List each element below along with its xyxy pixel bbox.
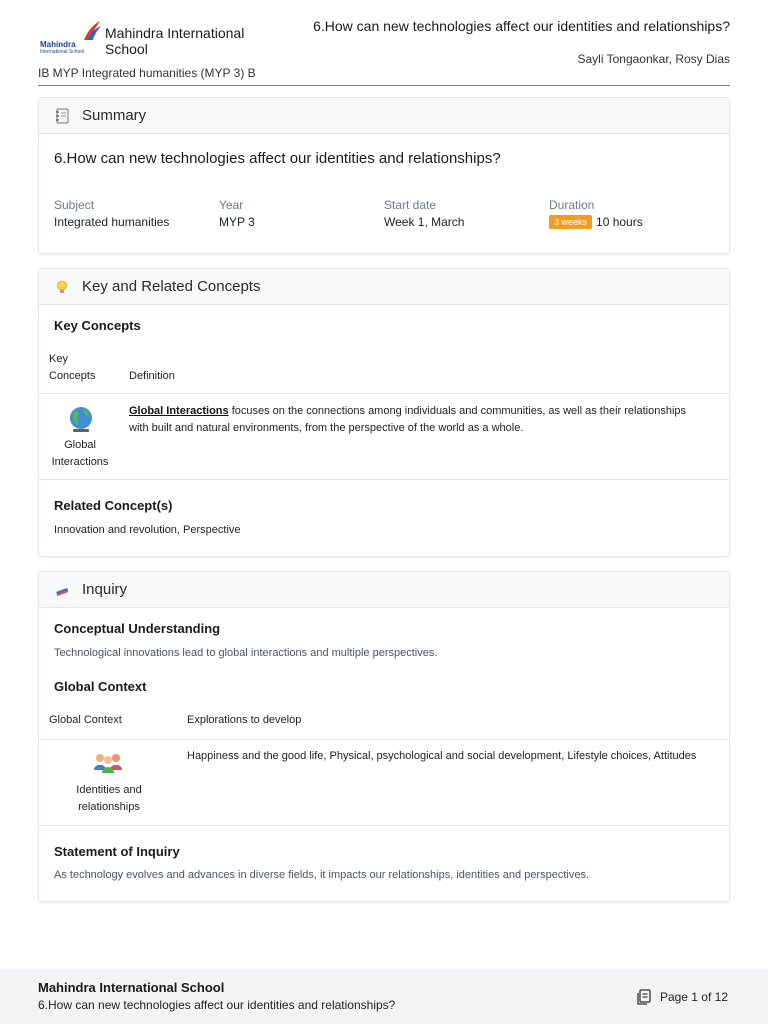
inquiry-header xyxy=(39,572,729,608)
table-divider xyxy=(39,825,729,826)
meta-start-date xyxy=(384,198,464,229)
gc-name-line1: Identities and xyxy=(76,784,142,796)
footer-title: 6.How can new technologies affect our identities and relationships? xyxy=(38,998,396,1012)
page-footer xyxy=(0,969,768,1024)
year-label: Year xyxy=(219,198,244,212)
authors: Sayli Tongaonkar, Rosy Dias xyxy=(577,52,730,66)
year-value: MYP 3 xyxy=(219,215,255,229)
summary-card xyxy=(38,97,730,254)
explorations-text: Happiness and the good life, Physical, psychological and social development, Lifestyle choices, Attitudes xyxy=(187,750,697,762)
global-context-name xyxy=(59,782,159,816)
subject-value: Integrated humanities xyxy=(54,215,170,229)
notebook-icon xyxy=(54,108,70,124)
concept-name-line1: Global xyxy=(64,439,96,451)
duration-badge: 3 weeks xyxy=(549,215,592,229)
programme-label: IB MYP Integrated humanities (MYP 3) B xyxy=(38,66,256,80)
lightbulb-icon xyxy=(54,279,70,295)
inquiry-title: Inquiry xyxy=(82,581,128,598)
page-indicator xyxy=(636,989,728,1005)
table-divider xyxy=(39,393,729,394)
related-concepts-value: Innovation and revolution, Perspective xyxy=(54,524,241,536)
summary-header xyxy=(39,98,729,134)
summary-question: 6.How can new technologies affect our identities and relationships? xyxy=(54,150,501,167)
global-interactions-link[interactable]: Global Interactions xyxy=(129,405,229,417)
meta-subject xyxy=(54,198,169,229)
subject-label: Subject xyxy=(54,198,95,212)
statement-of-inquiry-heading: Statement of Inquiry xyxy=(54,844,180,859)
concept-name-line2: Interactions xyxy=(51,456,109,468)
key-concepts-heading: Key Concepts xyxy=(54,318,141,333)
logo-word: Mahindra xyxy=(40,40,76,49)
conceptual-understanding-text: Technological innovations lead to global interactions and multiple perspectives. xyxy=(54,647,438,659)
logo-subtext: International School xyxy=(40,49,85,55)
concept-name xyxy=(49,437,111,471)
unit-title: 6.How can new technologies affect our identities and relationships? xyxy=(313,18,730,34)
start-date-value: Week 1, March xyxy=(384,215,465,229)
gc-name-line2: relationships xyxy=(78,801,140,813)
duration-hours: 10 hours xyxy=(596,215,643,229)
concept-definition xyxy=(129,403,689,437)
logo-swoosh-icon xyxy=(38,20,102,42)
concept-definition-text: focuses on the connections among individuals and communities, as well as their relationships with built and natural environments, from the perspective of the world as a whole. xyxy=(129,405,686,434)
related-concepts-heading: Related Concept(s) xyxy=(54,498,173,513)
table-divider xyxy=(39,479,729,480)
inquiry-card xyxy=(38,571,730,902)
page-header xyxy=(38,16,730,86)
school-logo xyxy=(38,20,102,54)
footer-school: Mahindra International School xyxy=(38,980,225,995)
col-key-line2: Concepts xyxy=(49,370,96,382)
col-key-concepts xyxy=(49,351,95,385)
page-number: Page 1 of 12 xyxy=(659,990,728,1004)
conceptual-understanding-heading: Conceptual Understanding xyxy=(54,621,221,636)
people-group-icon xyxy=(92,750,124,774)
col-global-context: Global Context xyxy=(49,714,122,726)
duration-value-row xyxy=(549,215,643,229)
summary-title: Summary xyxy=(82,107,147,124)
globe-icon xyxy=(66,404,96,434)
concepts-header xyxy=(39,269,729,305)
meta-year xyxy=(219,198,255,229)
global-context-heading: Global Context xyxy=(54,679,147,694)
concepts-card xyxy=(38,268,730,557)
meta-duration xyxy=(549,198,643,229)
col-definition: Definition xyxy=(129,370,175,382)
start-date-label: Start date xyxy=(384,198,437,212)
col-key-line1: Key xyxy=(49,353,68,365)
col-explorations: Explorations to develop xyxy=(187,714,302,726)
duration-label: Duration xyxy=(549,198,595,212)
statement-of-inquiry-text: As technology evolves and advances in diverse fields, it impacts our relationships, identities and perspectives. xyxy=(54,869,590,881)
table-divider xyxy=(39,739,729,740)
concepts-title: Key and Related Concepts xyxy=(82,278,261,295)
pages-icon xyxy=(636,989,652,1005)
books-icon xyxy=(54,582,70,598)
school-name: Mahindra International School xyxy=(105,25,245,57)
